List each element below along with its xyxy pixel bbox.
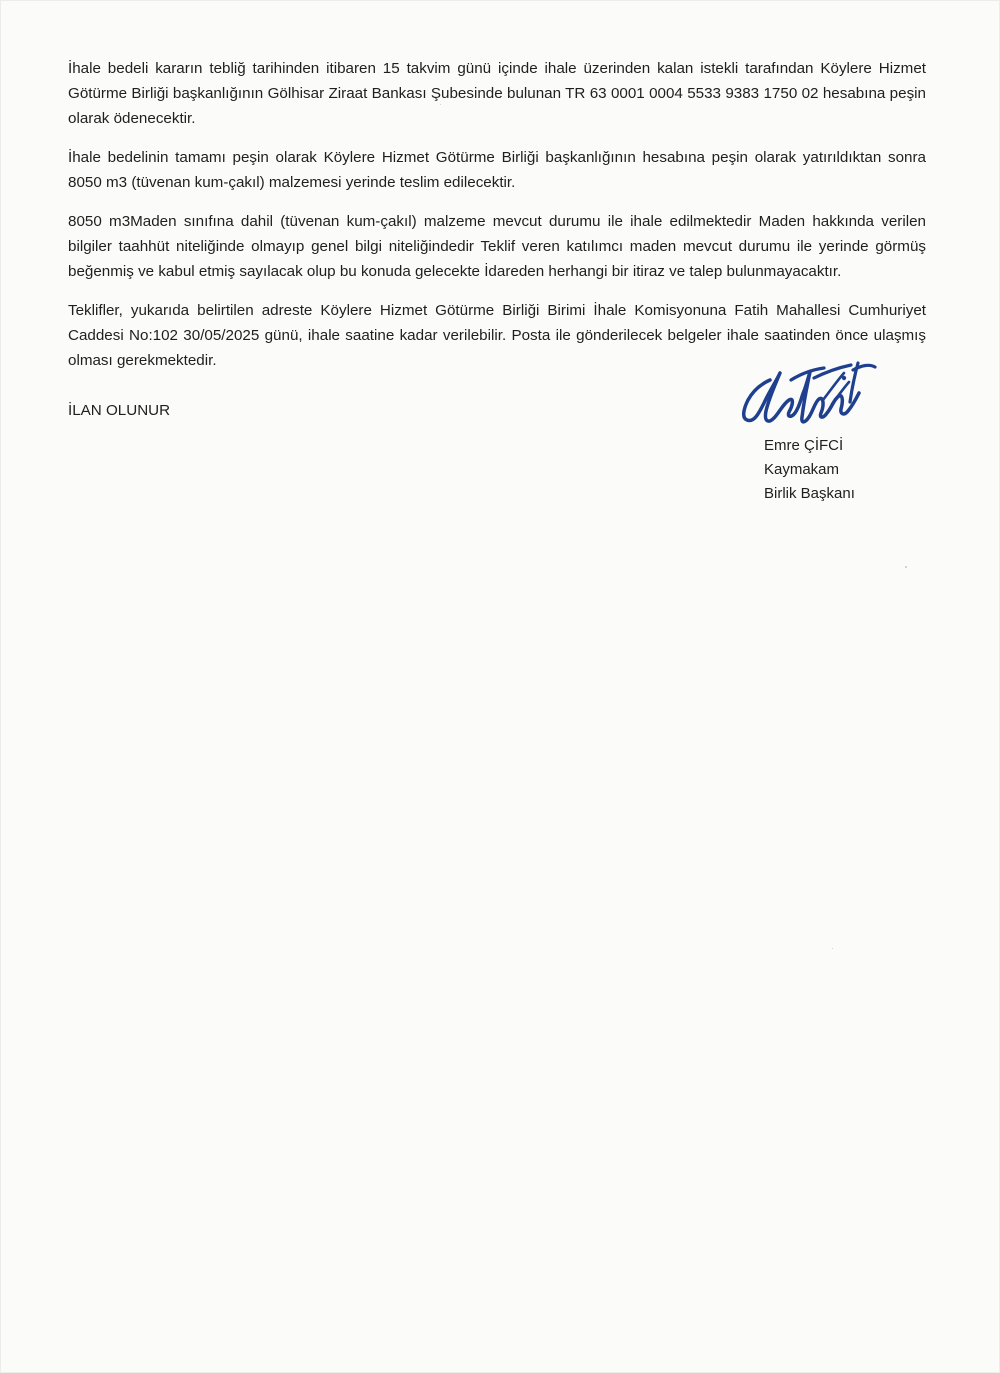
scan-speck xyxy=(905,566,907,568)
offers-paragraph: Teklifler, yukarıda belirtilen adreste Köylere Hizmet Götürme Birliği Birimi İhale Komisyonuna Fatih Mahallesi Cumhuriyet Caddesi No:102 30/05/2025 günü, ihale saatine kadar verilebilir. Posta ile gönderilecek belgeler ihale saatinden önce ulaşmış olması gerekmektedir. xyxy=(68,302,926,369)
signatory-block xyxy=(764,434,884,506)
signatory-name: Emre ÇİFCİ xyxy=(764,437,844,454)
delivery-paragraph: İhale bedelinin tamamı peşin olarak Köylere Hizmet Götürme Birliği başkanlığının hesabına peşin olarak yatırıldıktan sonra 8050 m3 (tüvenan kum-çakıl) malzemesi yerinde teslim edilecektir. xyxy=(68,149,926,191)
body-text xyxy=(68,56,926,387)
signatory-title: Kaymakam xyxy=(764,461,840,478)
scan-speck xyxy=(440,104,441,105)
mine-condition-paragraph: 8050 m3Maden sınıfına dahil (tüvenan kum-çakıl) malzeme mevcut durumu ile ihale edilmektedir Maden hakkında verilen bilgiler taahhüt niteliğinde olmayıp genel bilgi niteliğindedir Teklif veren katılımcı maden mevcut durumu ile yerinde görmüş beğenmiş ve kabul etmiş sayılacak olup bu konuda gelecekte İdareden herhangi bir itiraz ve talep bulunmayacaktır. xyxy=(68,213,926,280)
signatory-role: Birlik Başkanı xyxy=(764,485,855,502)
closing-announcement: İLAN OLUNUR xyxy=(68,402,171,419)
payment-paragraph: İhale bedeli kararın tebliğ tarihinden itibaren 15 takvim günü içinde ihale üzerinden kalan istekli tarafından Köylere Hizmet Götürme Birliği başkanlığının Gölhisar Ziraat Bankası Şubesinde bulunan TR 63 0001 0004 5533 9383 1750 02 hesabına peşin olarak ödenecektir. xyxy=(68,60,926,127)
scan-speck xyxy=(832,948,833,949)
